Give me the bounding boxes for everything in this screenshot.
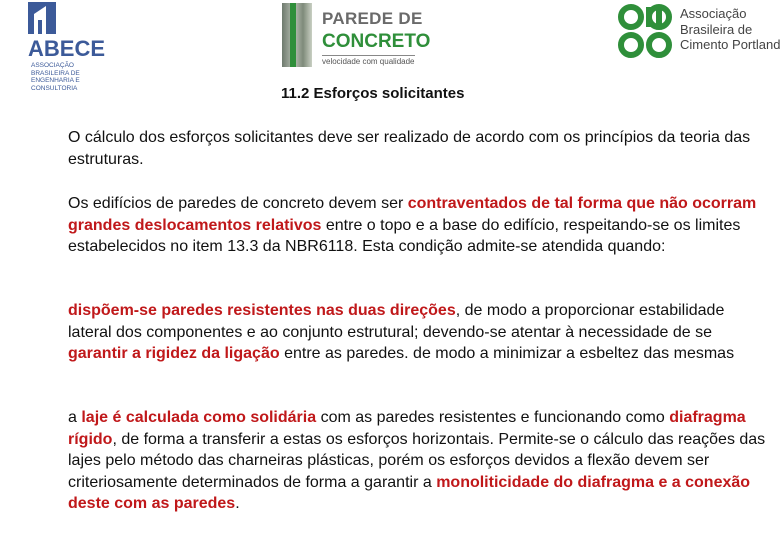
parede-de-concreto-logo xyxy=(282,3,431,69)
paragraph-1 xyxy=(68,127,768,170)
highlighted-text: garantir a rigidez da ligação xyxy=(68,345,280,362)
body-text: com as paredes resistentes e funcionando como xyxy=(316,409,670,426)
highlighted-text: monoliticidade do diafragma e a conexão deste com as paredes xyxy=(68,473,751,512)
abece-wordmark: ABECE xyxy=(28,36,106,61)
body-text: , de modo a proporcionar estabilidade lateral dos componentes e ao conjunto estrutural; devendo-se atentar à necessidade de se xyxy=(68,302,725,341)
abece-logo xyxy=(24,0,134,100)
body-text: . xyxy=(235,495,240,512)
body-text: O cálculo dos esforços solicitantes deve ser realizado de acordo com os princípios da teoria das estruturas. xyxy=(68,129,751,168)
green-stripe xyxy=(290,3,296,67)
body-text: entre as paredes. de modo a minimizar a esbeltez das mesmas xyxy=(279,345,735,362)
abece-subtitle: ASSOCIAÇÃO BRASILEIRA DE ENGENHARIA E CONSULTORIA xyxy=(31,62,80,92)
abcp-mark-icon xyxy=(614,0,676,62)
parede-logo-tagline: velocidade com qualidade xyxy=(322,57,415,66)
section-title: 11.2 Esforços solicitantes xyxy=(281,85,465,102)
body-text: Os edifícios de paredes de concreto devem ser xyxy=(68,195,408,212)
paragraph-4 xyxy=(68,407,768,515)
body-text: , de forma a transferir a estas os esforços horizontais. Permite-se o cálculo das reações das lajes pelo método das charneiras plásticas, porém os esforços devidos a flexão devem ser criteriosamente determinados de forma a garantir a xyxy=(68,430,766,491)
body-text: entre o topo e a base do edifício, respeitando-se os limites estabelecidos no item 13.3 da NBR6118. Esta condição admite-se atendida quando: xyxy=(68,216,741,255)
highlighted-text: contraventados de tal forma que não ocorram grandes deslocamentos relativos xyxy=(68,195,757,234)
body-text: a xyxy=(68,409,82,426)
highlighted-text: dispõem-se paredes resistentes nas duas direções xyxy=(68,302,456,319)
highlighted-text: diafragma rígido xyxy=(68,409,746,448)
highlighted-text: laje é calculada como solidária xyxy=(81,409,317,426)
paragraph-3 xyxy=(68,300,768,365)
paragraph-2 xyxy=(68,193,768,258)
parede-logo-line2: CONCRETO xyxy=(322,31,431,52)
parede-logo-line1: PAREDE DE xyxy=(322,9,423,28)
concrete-block-icon xyxy=(282,3,312,67)
abcp-logo xyxy=(614,0,780,64)
abece-building-icon xyxy=(24,0,84,36)
abcp-text: Associação Brasileira de Cimento Portland xyxy=(680,6,780,52)
